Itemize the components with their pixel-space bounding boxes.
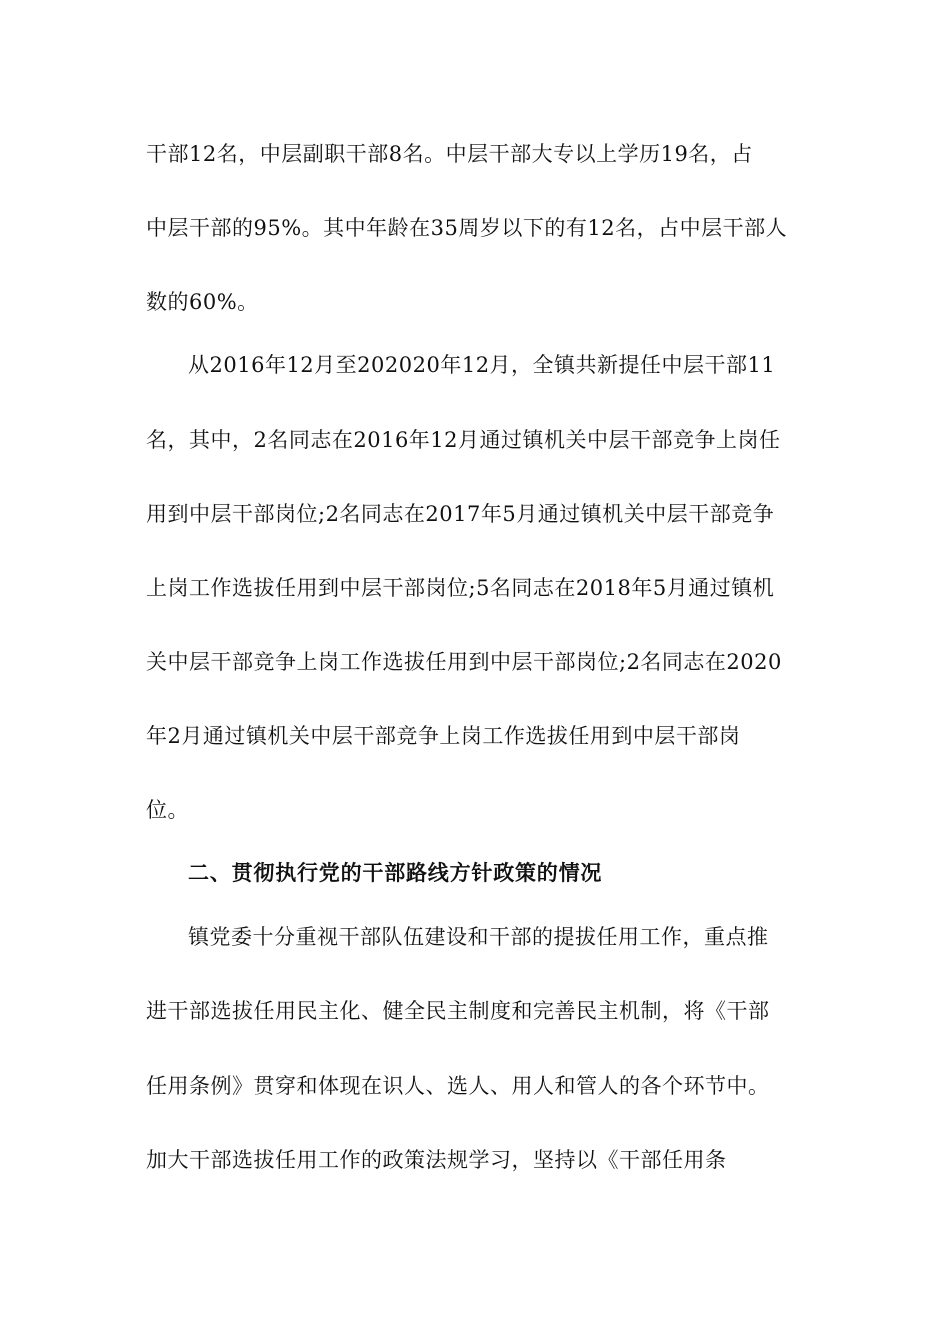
paragraph-line: 干部12名，中层副职干部8名。中层干部大专以上学历19名，占 (146, 142, 753, 166)
paragraph-line: 名，其中，2名同志在2016年12月通过镇机关中层干部竞争上岗任 (146, 428, 781, 452)
paragraph-line: 上岗工作选拔任用到中层干部岗位;5名同志在2018年5月通过镇机 (146, 576, 775, 600)
paragraph-line: 关中层干部竞争上岗工作选拔任用到中层干部岗位;2名同志在2020 (146, 650, 782, 674)
section-heading: 二、贯彻执行党的干部路线方针政策的情况 (188, 861, 603, 885)
paragraph-line: 中层干部的95%。其中年龄在35周岁以下的有12名，占中层干部人 (146, 216, 788, 240)
paragraph-line: 从2016年12月至202020年12月，全镇共新提任中层干部11 (188, 353, 776, 377)
paragraph-line: 数的60%。 (146, 290, 259, 314)
paragraph-line: 位。 (146, 798, 189, 822)
paragraph-line: 镇党委十分重视干部队伍建设和干部的提拔任用工作，重点推 (188, 925, 769, 949)
paragraph-line: 进干部选拔任用民主化、健全民主制度和完善民主机制，将《干部 (146, 999, 770, 1023)
paragraph-line: 任用条例》贯穿和体现在识人、选人、用人和管人的各个环节中。 (146, 1074, 770, 1098)
paragraph-line: 用到中层干部岗位;2名同志在2017年5月通过镇机关中层干部竞争 (146, 502, 775, 526)
paragraph-line: 加大干部选拔任用工作的政策法规学习，坚持以《干部任用条 (146, 1148, 727, 1172)
paragraph-line: 年2月通过镇机关中层干部竞争上岗工作选拔任用到中层干部岗 (146, 724, 741, 748)
